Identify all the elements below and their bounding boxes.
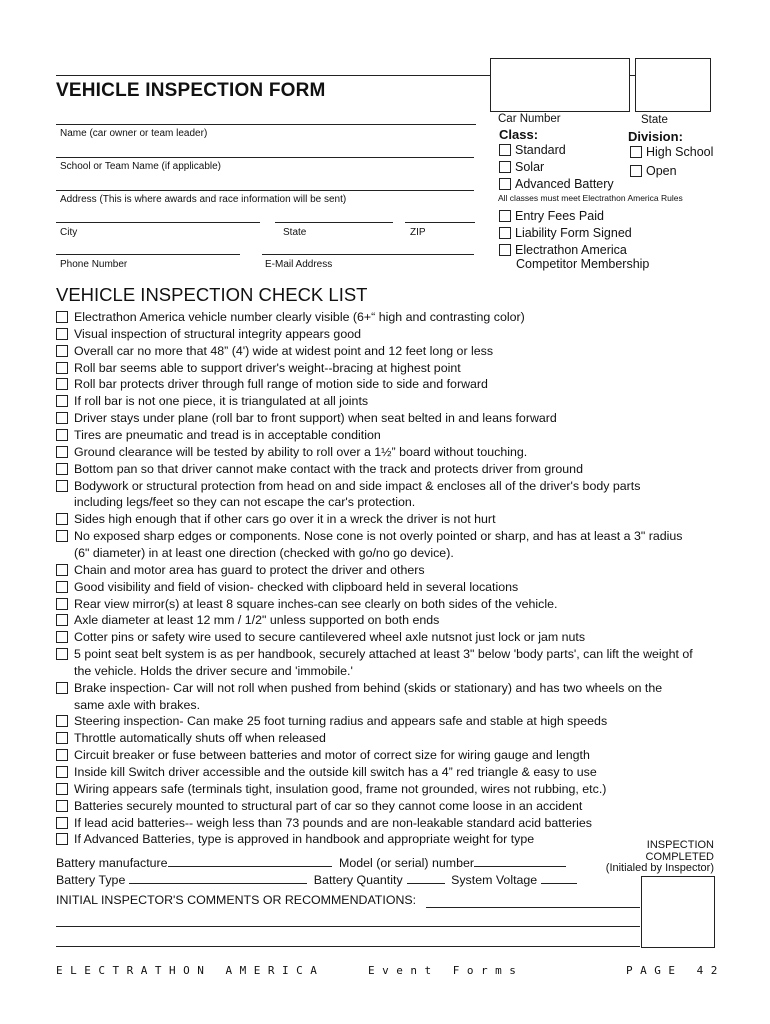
liability-form-option[interactable]: Liability Form Signed	[499, 226, 632, 240]
city-line[interactable]	[56, 222, 260, 223]
checklist-title: VEHICLE INSPECTION CHECK LIST	[56, 284, 368, 305]
checkbox[interactable]	[56, 446, 68, 458]
checklist-item-text: Electrathon America vehicle number clearly visible (6+“ high and contrasting color)	[74, 310, 525, 324]
class-standard-option[interactable]: Standard	[499, 143, 566, 157]
checklist-item-text: Roll bar protects driver through full range of motion side to side and forward	[74, 377, 488, 392]
checkbox[interactable]	[56, 682, 68, 694]
checklist-item-text: 5 point seat belt system is as per handbook, securely attached at least 3" below 'body parts', can lift the weight of	[74, 647, 693, 661]
checkbox[interactable]	[630, 146, 642, 158]
battery-type-label: Battery Type	[56, 873, 126, 887]
checklist-item-text: Roll bar seems able to support driver's weight--bracing at highest point	[74, 360, 461, 375]
system-voltage-label: System Voltage	[451, 873, 538, 887]
checkbox[interactable]	[499, 227, 511, 239]
phone-label: Phone Number	[60, 259, 128, 270]
address-line[interactable]	[56, 190, 474, 191]
state-field-label: State	[283, 227, 307, 238]
checkbox[interactable]	[56, 749, 68, 761]
checklist-item-text: Bottom pan so that driver cannot make contact with the track and protects driver from ground	[74, 461, 583, 476]
battery-quantity-label: Battery Quantity	[313, 873, 403, 887]
checklist-item-text: Steering inspection- Can make 25 foot turning radius and appears safe and stable at high speeds	[74, 714, 608, 729]
membership-option[interactable]: Electrathon America	[499, 243, 627, 257]
checkbox[interactable]	[56, 817, 68, 829]
phone-line[interactable]	[56, 254, 240, 255]
checkbox[interactable]	[56, 362, 68, 374]
checkbox[interactable]	[56, 732, 68, 744]
state-box-label: State	[641, 114, 668, 126]
checklist-item-text: No exposed sharp edges or components. Nose cone is not overly pointed or sharp, and has at least a 3" radius	[74, 529, 683, 543]
model-number-input[interactable]	[474, 855, 566, 867]
battery-manufacturer-label: Battery manufacture	[56, 856, 168, 870]
zip-line[interactable]	[405, 222, 475, 223]
comments-line-2[interactable]	[56, 946, 640, 947]
checkbox[interactable]	[56, 395, 68, 407]
footer-middle: Event Forms	[368, 964, 524, 977]
checklist-item-text: Overall car no more that 48” (4') wide at widest point and 12 feet long or less	[74, 343, 494, 358]
division-open-option[interactable]: Open	[630, 164, 677, 178]
checkbox[interactable]	[56, 766, 68, 778]
comments-line-0[interactable]	[426, 907, 640, 908]
checkbox[interactable]	[56, 614, 68, 626]
entry-fees-paid-option[interactable]: Entry Fees Paid	[499, 209, 604, 223]
checklist-item-text: Axle diameter at least 12 mm / 1/2" unless supported on both ends	[74, 613, 440, 628]
checkbox[interactable]	[56, 715, 68, 727]
checklist-item-text: Inside kill Switch driver accessible and the outside kill switch has a 4” red triangle & easy to use	[74, 765, 597, 779]
zip-label: ZIP	[410, 227, 426, 238]
checklist-item-text: (6" diameter) in at least one direction (checked with go/no go device).	[74, 545, 454, 560]
checkbox[interactable]	[56, 378, 68, 390]
checkbox[interactable]	[56, 412, 68, 424]
checkbox[interactable]	[499, 210, 511, 222]
battery-quantity-input[interactable]	[407, 872, 445, 884]
checkbox[interactable]	[56, 345, 68, 357]
checklist-item-text: Driver stays under plane (roll bar to front support) when seat belted in and leans forward	[74, 411, 557, 426]
checkbox[interactable]	[56, 564, 68, 576]
checklist-item-text: Brake inspection- Car will not roll when pushed from behind (skids or stationary) and has two wheels on the	[74, 680, 663, 695]
checklist-item-text: If lead acid batteries-- weigh less than 73 pounds and are non-leakable standard acid batteries	[74, 815, 592, 830]
school-line[interactable]	[56, 157, 474, 158]
checklist-item-text: Throttle automatically shuts off when released	[74, 731, 326, 746]
checklist-item-text: Ground clearance will be tested by ability to roll over a 1½” board without touching.	[74, 444, 528, 459]
checkbox[interactable]	[56, 631, 68, 643]
class-advanced-battery-option[interactable]: Advanced Battery	[499, 177, 614, 191]
state-line[interactable]	[275, 222, 393, 223]
email-label: E-Mail Address	[265, 259, 333, 270]
battery-manufacturer-field	[56, 855, 566, 870]
checklist-item-text: same axle with brakes.	[74, 697, 201, 712]
footer-right: PAGE 42	[626, 964, 725, 977]
checklist-item-text: Tires are pneumatic and tread is in acceptable condition	[74, 428, 381, 442]
checkbox[interactable]	[56, 513, 68, 525]
checklist-item-text: Visual inspection of structural integrity appears good	[74, 326, 361, 341]
comments-label: INITIAL INSPECTOR'S COMMENTS OR RECOMMENDATIONS:	[56, 893, 417, 907]
checkbox[interactable]	[56, 581, 68, 593]
city-label: City	[60, 227, 78, 238]
checklist-item-text: Chain and motor area has guard to protect the driver and others	[74, 562, 425, 577]
battery-type-field	[56, 872, 577, 887]
membership-option-line2: Competitor Membership	[516, 257, 650, 271]
footer-left: ELECTRATHON AMERICA	[56, 964, 325, 977]
class-solar-option[interactable]: Solar	[499, 160, 544, 174]
checkbox[interactable]	[56, 783, 68, 795]
checklist-item-text: Circuit breaker or fuse between batteries and motor of correct size for wiring gauge and length	[74, 748, 590, 763]
checkbox[interactable]	[56, 648, 68, 660]
checklist-item-text: If roll bar is not one piece, it is triangulated at all joints	[74, 394, 369, 409]
checkbox[interactable]	[630, 165, 642, 177]
battery-manufacturer-input[interactable]	[168, 855, 332, 867]
checklist-item-text: Wiring appears safe (terminals tight, insulation good, frame not grounded, wires not rubbing, etc.)	[74, 781, 607, 796]
checkbox[interactable]	[56, 311, 68, 323]
checkbox[interactable]	[56, 463, 68, 475]
division-label: Division:	[628, 129, 683, 144]
checklist-item-text: Cotter pins or safety wire used to secure cantilevered wheel axle nutsnot just lock or jam nuts	[74, 630, 586, 645]
inspection-completed-label: INSPECTION COMPLETED (Initialed by Inspector)	[605, 839, 714, 874]
checkbox[interactable]	[499, 244, 511, 256]
checkbox[interactable]	[56, 480, 68, 492]
checklist-item-text: Good visibility and field of vision- checked with clipboard held in several locations	[74, 579, 519, 594]
state-box[interactable]	[635, 58, 711, 112]
checklist-item-text: Rear view mirror(s) at least 8 square inches-can see clearly on both sides of the vehicle.	[74, 596, 558, 611]
car-number-box[interactable]	[490, 58, 630, 112]
checkbox[interactable]	[56, 328, 68, 340]
checklist-item-text: Sides high enough that if other cars go over it in a wreck the driver is not hurt	[74, 512, 496, 527]
checkbox[interactable]	[499, 161, 511, 173]
checklist-item-text: If Advanced Batteries, type is approved in handbook and appropriate weight for type	[74, 832, 535, 847]
checklist-item-text: Bodywork or structural protection from head on and side impact & encloses all of the driver's body parts	[74, 478, 641, 493]
address-label: Address (This is where awards and race information will be sent)	[60, 194, 347, 205]
inspector-initial-box[interactable]	[641, 876, 715, 948]
system-voltage-input[interactable]	[541, 872, 577, 884]
checkbox[interactable]	[56, 800, 68, 812]
class-label: Class:	[499, 127, 539, 142]
checkbox[interactable]	[499, 144, 511, 156]
division-high-school-option[interactable]: High School	[630, 145, 713, 159]
comments-line-1[interactable]	[56, 926, 640, 927]
school-label: School or Team Name (if applicable)	[60, 161, 222, 172]
checkbox[interactable]	[56, 429, 68, 441]
name-line[interactable]	[56, 124, 476, 125]
checkbox[interactable]	[499, 178, 511, 190]
battery-type-input[interactable]	[129, 872, 307, 884]
name-label: Name (car owner or team leader)	[60, 128, 208, 139]
checklist-item-text: the vehicle. Holds the driver secure and 'immobile.'	[74, 663, 353, 678]
checkbox[interactable]	[56, 530, 68, 542]
email-line[interactable]	[262, 254, 474, 255]
car-number-label: Car Number	[498, 113, 561, 125]
model-number-label: Model (or serial) number	[339, 856, 474, 870]
class-note: All classes must meet Electrathon America Rules	[498, 193, 683, 203]
checkbox[interactable]	[56, 598, 68, 610]
checkbox[interactable]	[56, 833, 68, 845]
checklist-item-text: Batteries securely mounted to structural part of car so they cannot come loose in an accident	[74, 798, 583, 813]
checklist-item-text: including legs/feet so they can not escape the car's protection.	[74, 495, 416, 510]
page-title: VEHICLE INSPECTION FORM	[56, 80, 326, 101]
